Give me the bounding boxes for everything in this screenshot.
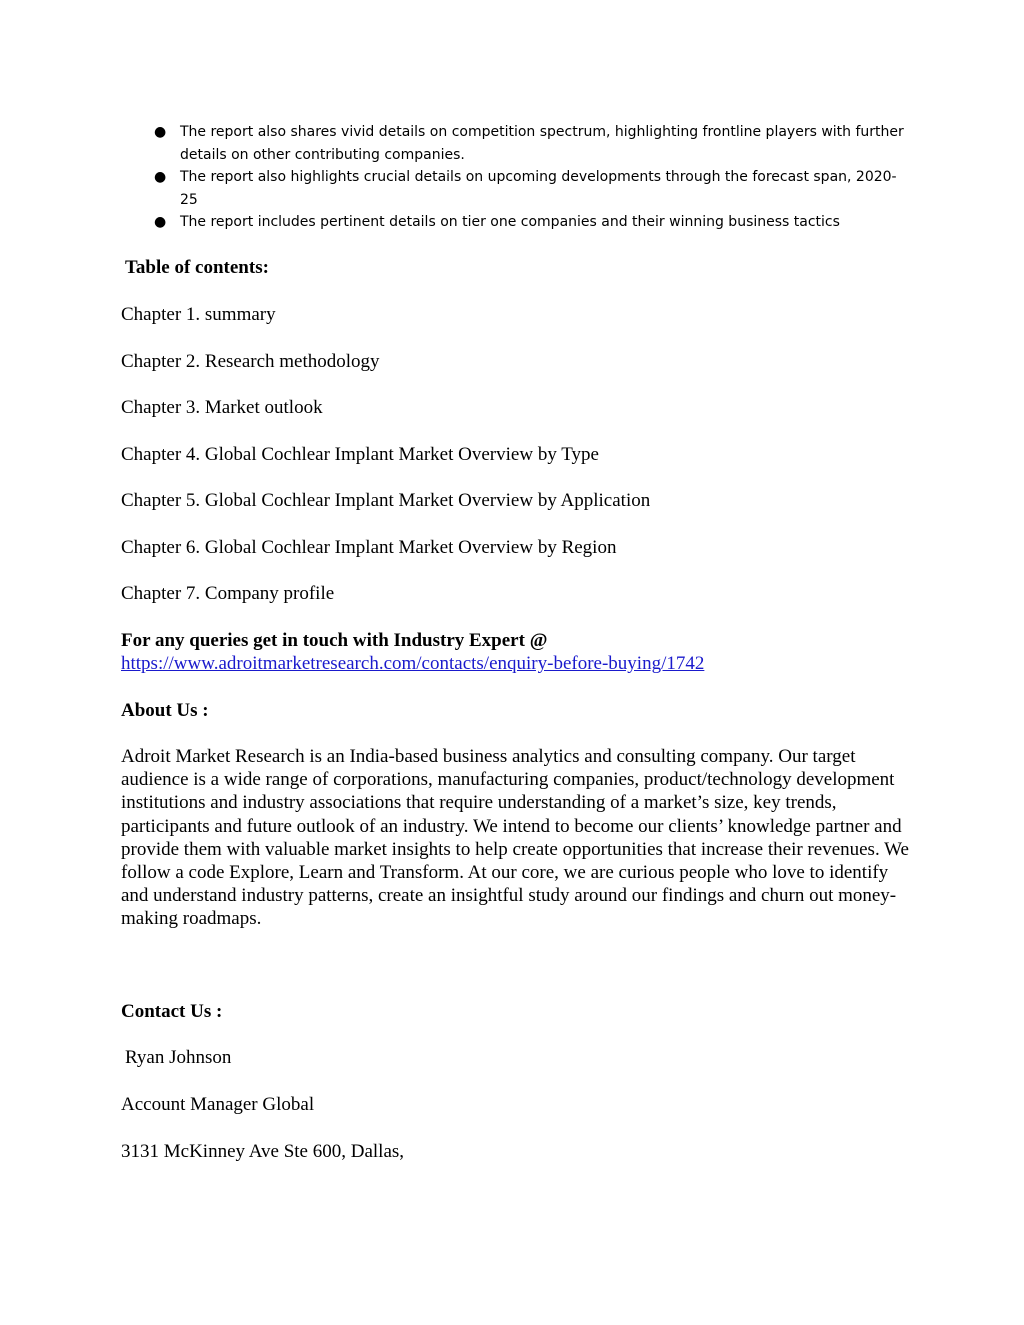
list-item-text: The report also shares vivid details on competition spectrum, highlighting frontline players with further details on other contributing companies. xyxy=(180,124,904,163)
toc-chapter-3: Chapter 3. Market outlook xyxy=(121,397,323,418)
queries-text: For any queries get in touch with Industry Expert @ xyxy=(121,630,548,651)
toc-heading: Table of contents: xyxy=(125,257,269,278)
toc-chapter-7: Chapter 7. Company profile xyxy=(121,583,335,604)
contact-heading: Contact Us : xyxy=(121,1001,223,1022)
list-item xyxy=(148,166,908,211)
report-highlights-list xyxy=(148,121,908,234)
bullet-icon: ● xyxy=(154,169,167,185)
list-item xyxy=(148,211,908,234)
bullet-icon: ● xyxy=(154,214,167,230)
toc-chapter-1: Chapter 1. summary xyxy=(121,304,276,325)
list-item xyxy=(148,121,908,166)
toc-chapter-2: Chapter 2. Research methodology xyxy=(121,351,380,372)
about-heading: About Us : xyxy=(121,700,209,721)
enquiry-link[interactable]: https://www.adroitmarketresearch.com/contacts/enquiry-before-buying/1742 xyxy=(121,653,705,674)
contact-name: Ryan Johnson xyxy=(125,1047,232,1068)
contact-title: Account Manager Global xyxy=(121,1094,315,1115)
about-body: Adroit Market Research is an India-based business analytics and consulting company. Our target audience is a wide range of corporations, manufacturing companies, product/technology development institutions and industry associations that require understanding of a market’s size, key trends, participants and future outlook of an industry. We intend to become our clients’ knowledge partner and provide them with valuable market insights to help create opportunities that increase their revenues. We follow a code Explore, Learn and Transform. At our core, we are curious people who love to identify and understand industry patterns, create an insightful study around our findings and churn out money-making roadmaps. xyxy=(121,746,909,930)
list-item-text: The report also highlights crucial details on upcoming developments through the forecast span, 2020-25 xyxy=(180,169,897,208)
bullet-icon: ● xyxy=(154,124,167,140)
toc-chapter-5: Chapter 5. Global Cochlear Implant Market Overview by Application xyxy=(121,490,651,511)
contact-address: 3131 McKinney Ave Ste 600, Dallas, xyxy=(121,1141,405,1162)
toc-chapter-4: Chapter 4. Global Cochlear Implant Market Overview by Type xyxy=(121,444,599,465)
toc-chapter-6: Chapter 6. Global Cochlear Implant Market Overview by Region xyxy=(121,537,617,558)
list-item-text: The report includes pertinent details on tier one companies and their winning business tactics xyxy=(180,214,840,230)
